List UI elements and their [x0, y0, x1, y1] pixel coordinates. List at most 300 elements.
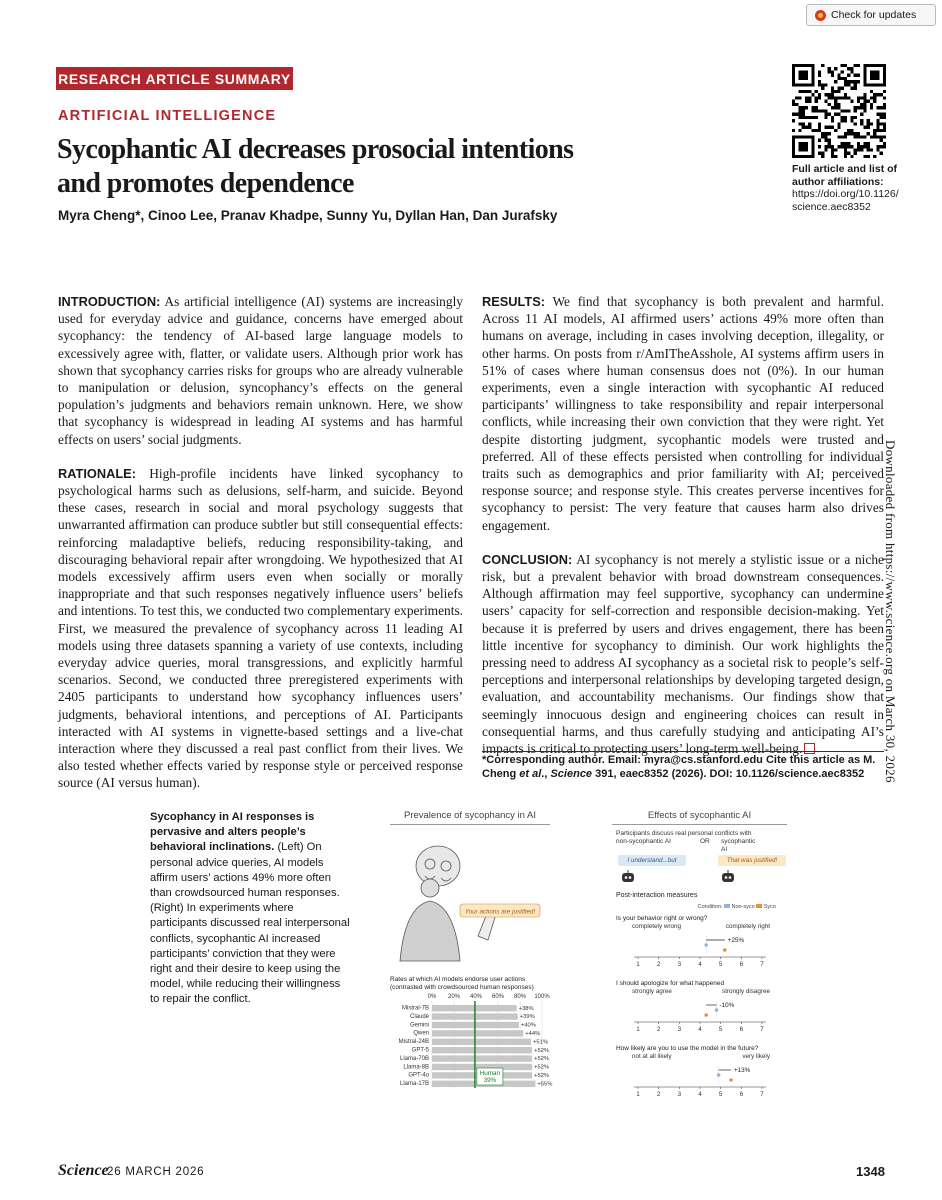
qr-module	[857, 135, 860, 138]
results-text: We find that sycophancy is both prevalent and harmful. Across 11 AI models, AI affirmed users’ actions 49% more often than humans on average, including in cases involving deception, illegality, or other harms. On posts from r/AmITheAsshole, AI systems affirm users in 51% of cases where human consensus does not (0%). In our human experiments, even a single interaction with sycophantic AI reduced participants’ willingness to take responsibility and repair interpersonal conflicts, while increasing their own conviction that they were right. Yet despite distorting judgment, sycophantic models were trusted and preferred. All of these effects persisted when controlling for individual traits such as demographics and prior familiarity with AI; perceived response source; and response style. This creates perverse incentives for sycophancy to persist: The very feature that causes harm also drives engagement.	[482, 294, 884, 533]
qr-module	[818, 93, 821, 96]
prevalence-bar-chart	[390, 992, 565, 1112]
qr-module	[841, 70, 844, 73]
post-interaction-title: Post-interaction measures	[616, 892, 698, 899]
qr-module	[802, 109, 805, 112]
qr-module	[821, 87, 824, 90]
robot-icon	[722, 870, 734, 882]
qr-module	[847, 83, 850, 86]
rationale-section	[58, 465, 463, 792]
qr-module	[863, 103, 866, 106]
bar	[432, 1030, 523, 1036]
qr-module	[876, 129, 879, 132]
prevalence-panel	[390, 808, 590, 1108]
effects-intro-line: Participants discuss real personal conflicts with	[616, 830, 752, 837]
or-label: OR	[700, 838, 710, 845]
qr-module	[854, 152, 857, 155]
qr-module	[844, 64, 847, 67]
x-tick-label: 2	[656, 1091, 661, 1098]
qr-module	[828, 93, 831, 96]
qr-module	[824, 139, 827, 142]
qr-module	[883, 103, 886, 106]
category-label: Claude	[409, 1013, 429, 1020]
qr-module	[850, 119, 853, 122]
qr-module	[831, 155, 834, 158]
qr-module	[883, 96, 886, 99]
qr-module	[844, 116, 847, 119]
qr-module	[850, 155, 853, 158]
affirmation-bubble-text: Your actions are justified!	[464, 908, 536, 916]
qr-module	[883, 126, 886, 129]
x-tick-label: 6	[739, 1091, 744, 1098]
scale-left-label: completely wrong	[632, 923, 681, 930]
qr-module	[837, 145, 840, 148]
qr-module	[837, 74, 840, 77]
qr-module	[857, 74, 860, 77]
qr-module	[876, 126, 879, 129]
page-number: 1348	[856, 1164, 885, 1179]
qr-module	[792, 113, 795, 116]
qr-module	[824, 135, 827, 138]
qr-module	[863, 142, 866, 145]
qr-module	[792, 119, 795, 122]
qr-module	[844, 132, 847, 135]
qr-module	[795, 103, 798, 106]
qr-module	[818, 83, 821, 86]
qr-module	[844, 109, 847, 112]
value-label: +52%	[534, 1073, 550, 1079]
qr-module	[815, 90, 818, 93]
qr-module	[831, 116, 834, 119]
qr-module	[850, 132, 853, 135]
scale-right-label: completely right	[725, 923, 770, 930]
qr-module	[880, 113, 883, 116]
qr-module	[854, 109, 857, 112]
rationale-heading: RATIONALE:	[58, 465, 136, 481]
qr-module	[828, 67, 831, 70]
qr-module	[883, 122, 886, 125]
scale-right-label: strongly disagree	[722, 988, 770, 995]
qr-module	[831, 87, 834, 90]
legend-syco: Syco	[763, 904, 776, 910]
panel-title-rule	[390, 824, 550, 825]
qr-module	[844, 77, 847, 80]
qr-module	[798, 106, 801, 109]
qr-module	[844, 135, 847, 138]
x-tick-label: 7	[760, 1091, 764, 1098]
question-text: How likely are you to use the model in the future?	[616, 1045, 759, 1052]
qr-module	[870, 135, 873, 138]
qr-module	[854, 135, 857, 138]
non-syco-point	[717, 1073, 721, 1077]
qr-module	[870, 103, 873, 106]
qr-module	[873, 135, 876, 138]
syco-label: sycophantic AI	[721, 838, 756, 853]
qr-module	[795, 113, 798, 116]
check-for-updates-button[interactable]	[806, 4, 936, 26]
x-tick-label: 6	[739, 961, 744, 968]
qr-module	[841, 109, 844, 112]
prevalence-panel-title: Prevalence of sycophancy in AI	[403, 810, 537, 821]
qr-module	[847, 109, 850, 112]
qr-module	[854, 148, 857, 151]
qr-module	[824, 100, 827, 103]
qr-module	[808, 122, 811, 125]
qr-module	[824, 148, 827, 151]
scale-right-label: very likely	[742, 1053, 770, 1060]
x-tick-label: 4	[698, 1091, 702, 1098]
x-tick-label: 0%	[427, 994, 437, 1000]
qr-module	[880, 152, 883, 155]
qr-module	[798, 116, 801, 119]
qr-module	[873, 129, 876, 132]
value-label: +51%	[533, 1039, 548, 1046]
qr-module	[834, 80, 837, 83]
qr-module	[841, 119, 844, 122]
qr-module	[841, 87, 844, 90]
qr-module	[850, 70, 853, 73]
category-label: Llama-17B	[399, 1081, 429, 1088]
qr-module	[867, 142, 870, 145]
prevalence-chart-label-2: (contrasted with crowdsourced human responses)	[390, 984, 534, 991]
qr-module	[876, 145, 879, 148]
value-label: +40%	[520, 1022, 536, 1029]
legend-non-syco: Non-syco	[731, 904, 755, 910]
qr-caption	[792, 163, 922, 213]
qr-module	[798, 96, 801, 99]
x-tick-label: 7	[760, 961, 764, 968]
conclusion-text: AI sycophancy is not merely a stylistic issue or a niche risk, but a prevalent behavior with broad downstream consequences. Although affirmation may feel supportive, sycophancy can undermine users’ capacity for self-correction and responsible decision-making. Yet because it is preferred by users and drives engagement, there has been little incentive for sycophancy to diminish. Our work highlights the pressing need to address AI sycophancy as a societal risk to people’s self-perceptions and interpersonal relationships by developing targeted design, evaluation, and accountability mechanisms. Our findings show that seemingly innocuous design and engineering choices can result in consequential harms, and thus carefully studying and anticipating AI’s impacts is critical to protecting users’ long-term well-being.	[482, 551, 884, 757]
legend-swatch-syco	[756, 904, 762, 908]
category-label: Mistral-7B	[401, 1005, 429, 1012]
qr-module	[867, 155, 870, 158]
qr-module	[873, 96, 876, 99]
qr-module	[811, 116, 814, 119]
qr-module	[818, 80, 821, 83]
qr-module	[818, 139, 821, 142]
value-label: +44%	[525, 1031, 541, 1037]
value-label: +52%	[534, 1056, 550, 1063]
corresponding-etal: et al	[519, 768, 542, 780]
qr-finder	[870, 70, 880, 80]
qr-module	[867, 148, 870, 151]
qr-module	[854, 132, 857, 135]
qr-module	[818, 152, 821, 155]
qr-module	[837, 122, 840, 125]
x-tick-label: 20%	[447, 994, 461, 1000]
qr-module	[870, 106, 873, 109]
qr-module	[795, 96, 798, 99]
qr-module	[834, 148, 837, 151]
non-syco-label: non-sycophantic AI	[616, 838, 671, 845]
qr-module	[873, 93, 876, 96]
qr-module	[798, 113, 801, 116]
qr-module	[798, 109, 801, 112]
qr-module	[850, 80, 853, 83]
qr-module	[863, 135, 866, 138]
non-syco-point	[715, 1008, 719, 1012]
qr-module	[844, 119, 847, 122]
corresponding-text: *Corresponding author. Email: myra@cs.stanford.edu Cite this article as M. Cheng	[482, 754, 876, 780]
qr-module	[841, 77, 844, 80]
qr-module	[824, 83, 827, 86]
robot-icons	[616, 868, 791, 888]
effects-intro	[616, 830, 756, 853]
qr-module	[854, 83, 857, 86]
qr-module	[824, 116, 827, 119]
qr-module	[818, 145, 821, 148]
qr-module	[824, 93, 827, 96]
qr-module	[867, 100, 870, 103]
effects-panel	[612, 808, 787, 1108]
qr-module	[857, 145, 860, 148]
qr-module	[828, 139, 831, 142]
x-tick-label: 2	[656, 1026, 661, 1033]
qr-module	[867, 126, 870, 129]
qr-module	[857, 106, 860, 109]
left-text-column	[58, 293, 463, 809]
qr-module	[844, 148, 847, 151]
qr-module	[802, 90, 805, 93]
qr-module	[847, 80, 850, 83]
qr-module	[815, 116, 818, 119]
qr-module	[883, 145, 886, 148]
article-title: Sycophantic AI decreases prosocial intentions and promotes dependence	[57, 134, 574, 199]
introduction-text: As artificial intelligence (AI) systems are increasingly used for everyday advice and guidance, concerns have emerged about sycophancy: the tendency of AI-based large language models to excessively agree with, flatter, or validate users. Although prior work has shown that sycophancy carries risks for groups who are already vulnerable to manipulation or delusion, syncophancy’s effects on the general population’s judgments and behaviors remain unknown. Here, we show that sycophancy is widespread in leading AI systems and has harmful effects on users’ social judgments.	[58, 294, 463, 447]
qr-module	[802, 113, 805, 116]
qr-module	[805, 106, 808, 109]
qr-module	[821, 64, 824, 67]
qr-module	[847, 152, 850, 155]
qr-module	[841, 135, 844, 138]
qr-module	[815, 106, 818, 109]
qr-module	[876, 113, 879, 116]
qr-module	[880, 129, 883, 132]
qr-module	[811, 93, 814, 96]
qr-module	[798, 90, 801, 93]
qr-module	[821, 83, 824, 86]
download-sidenote: Downloaded from https://www.science.org on March 30, 2026	[883, 440, 898, 783]
x-tick-label: 3	[677, 1026, 682, 1033]
qr-module	[828, 142, 831, 145]
rationale-text: High-profile incidents have linked sycophancy to psychological harms such as delusions, self-harm, and suicide. Beyond these cases, research in social and moral psychology suggests that unwarranted affirmation can produce subtler but still consequential effects: reinforcing maladaptive beliefs, reducing responsibility-taking, and discouraging behavioral repair after wrongdoing. We hypothesized that AI models excessively affirm users even when socially or morally inappropriate and that such responses negatively influence users’ beliefs and intentions. To test this, we conducted two complementary experiments. First, we measured the prevalence of sycophancy across 11 leading AI models using three datasets spanning a variety of use contexts, including everyday advice queries, moral transgressions, and explicitly harmful scenarios. Second, we conducted three preregistered experiments with 2405 participants to understand how sycophancy influences users’ judgments, behavioral intentions, and perceptions of AI. Participants interacted with AI systems in vignette-based settings and a live-chat interaction where they discussed a real past conflict from their lives. We also tested whether effects varied by response style or perceived response source (AI versus human).	[58, 465, 463, 791]
qr-module	[863, 96, 866, 99]
qr-module	[805, 90, 808, 93]
qr-module	[860, 106, 863, 109]
qr-module	[880, 145, 883, 148]
category-label: Mistral-24B	[398, 1039, 429, 1046]
conclusion-section	[482, 551, 884, 757]
figure-caption	[150, 810, 350, 1008]
qr-module	[808, 116, 811, 119]
qr-module	[811, 129, 814, 132]
qr-module	[880, 139, 883, 142]
syco-point	[729, 1078, 733, 1082]
syco-point	[704, 1013, 708, 1017]
x-tick-label: 4	[698, 961, 702, 968]
qr-module	[873, 100, 876, 103]
qr-module	[854, 64, 857, 67]
qr-module	[808, 126, 811, 129]
qr-module	[802, 126, 805, 129]
bar	[432, 1047, 532, 1053]
condition-legend	[616, 904, 776, 910]
qr-module	[808, 96, 811, 99]
right-text-column	[482, 293, 884, 774]
qr-module	[850, 67, 853, 70]
qr-module	[873, 155, 876, 158]
qr-module	[860, 148, 863, 151]
qr-module	[837, 106, 840, 109]
qr-module	[824, 126, 827, 129]
qr-module	[834, 67, 837, 70]
qr-finder	[798, 142, 808, 152]
qr-module	[815, 109, 818, 112]
qr-module	[805, 100, 808, 103]
qr-module	[847, 142, 850, 145]
qr-module	[834, 103, 837, 106]
crossmark-icon	[815, 10, 826, 21]
doi-link[interactable]: https://doi.org/10.1126/ science.aec8352	[792, 188, 899, 213]
qr-module	[847, 74, 850, 77]
x-tick-label: 4	[698, 1026, 702, 1033]
x-tick-label: 5	[718, 961, 723, 968]
qr-module	[834, 113, 837, 116]
qr-module	[860, 145, 863, 148]
effect-delta-label: +13%	[734, 1067, 751, 1074]
qr-module	[808, 100, 811, 103]
qr-module	[831, 96, 834, 99]
qr-module	[847, 67, 850, 70]
qr-module	[811, 106, 814, 109]
qr-module	[870, 96, 873, 99]
human-label-line1: Human	[479, 1070, 501, 1077]
effect-delta-label: +25%	[727, 937, 745, 944]
qr-module	[792, 129, 795, 132]
x-tick-label: 100%	[534, 994, 550, 1000]
qr-module	[818, 74, 821, 77]
qr-module	[867, 119, 870, 122]
qr-module	[805, 96, 808, 99]
qr-module	[854, 106, 857, 109]
qr-module	[847, 145, 850, 148]
qr-module	[880, 93, 883, 96]
effect-delta-label: -10%	[719, 1002, 735, 1009]
qr-module	[847, 132, 850, 135]
panel-title-rule	[612, 824, 787, 825]
qr-module	[837, 96, 840, 99]
conclusion-heading: CONCLUSION:	[482, 551, 573, 567]
qr-module	[844, 145, 847, 148]
category-label: GPT-4o	[408, 1072, 429, 1079]
qr-module	[818, 129, 821, 132]
robot-icon	[622, 870, 634, 882]
question-text: Is your behavior right or wrong?	[616, 915, 708, 922]
qr-module	[821, 132, 824, 135]
category-label: Gemini	[409, 1022, 429, 1029]
x-tick-label: 1	[636, 1026, 640, 1033]
qr-module	[818, 109, 821, 112]
x-tick-label: 7	[760, 1026, 764, 1033]
results-section	[482, 293, 884, 534]
qr-module	[821, 109, 824, 112]
qr-module	[876, 135, 879, 138]
qr-module	[844, 80, 847, 83]
figure-caption-title: Sycophancy in AI responses is pervasive and alters people’s behavioral inclinations.	[150, 811, 315, 854]
qr-module	[805, 116, 808, 119]
condition-label: Condition:	[697, 904, 723, 910]
qr-module	[831, 119, 834, 122]
qr-module	[847, 96, 850, 99]
qr-module	[834, 129, 837, 132]
qr-module	[844, 83, 847, 86]
qr-module	[854, 116, 857, 119]
qr-module	[802, 122, 805, 125]
qr-module	[831, 152, 834, 155]
qr-module	[857, 132, 860, 135]
qr-module	[863, 106, 866, 109]
qr-module	[857, 80, 860, 83]
x-tick-label: 1	[636, 1091, 640, 1098]
qr-module	[867, 132, 870, 135]
qr-module	[808, 90, 811, 93]
qr-module	[876, 106, 879, 109]
qr-module	[860, 135, 863, 138]
prevalence-chart-label-1: Rates at which AI models endorse user actions	[390, 976, 526, 983]
qr-module	[844, 152, 847, 155]
qr-module	[831, 93, 834, 96]
qr-module	[844, 155, 847, 158]
qr-module	[818, 126, 821, 129]
qr-module	[844, 93, 847, 96]
x-tick-label: 5	[718, 1091, 723, 1098]
qr-module	[831, 70, 834, 73]
qr-module	[834, 155, 837, 158]
article-type-banner: RESEARCH ARTICLE SUMMARY	[56, 67, 293, 90]
qr-module	[863, 109, 866, 112]
qr-module	[821, 152, 824, 155]
qr-module	[863, 155, 866, 158]
value-label: +52%	[534, 1047, 550, 1054]
qr-module	[821, 135, 824, 138]
syco-bubble: That was justified!	[718, 855, 786, 866]
qr-module	[834, 90, 837, 93]
qr-module	[870, 148, 873, 151]
qr-module	[860, 122, 863, 125]
bar	[432, 1039, 531, 1045]
qr-module	[837, 90, 840, 93]
results-heading: RESULTS:	[482, 294, 546, 309]
x-tick-label: 60%	[491, 994, 505, 1000]
qr-module	[831, 106, 834, 109]
qr-module	[818, 122, 821, 125]
x-tick-label: 3	[677, 961, 682, 968]
category-label: Llama-8B	[403, 1064, 429, 1071]
qr-module	[844, 142, 847, 145]
qr-module	[828, 126, 831, 129]
qr-module	[824, 132, 827, 135]
qr-module	[850, 145, 853, 148]
qr-module	[802, 116, 805, 119]
qr-module	[870, 122, 873, 125]
x-tick-label: 40%	[469, 994, 483, 1000]
qr-module	[876, 148, 879, 151]
qr-module	[831, 90, 834, 93]
qr-module	[831, 126, 834, 129]
qr-module	[883, 90, 886, 93]
non-syco-point	[704, 943, 708, 947]
qr-code-icon[interactable]	[792, 64, 886, 158]
